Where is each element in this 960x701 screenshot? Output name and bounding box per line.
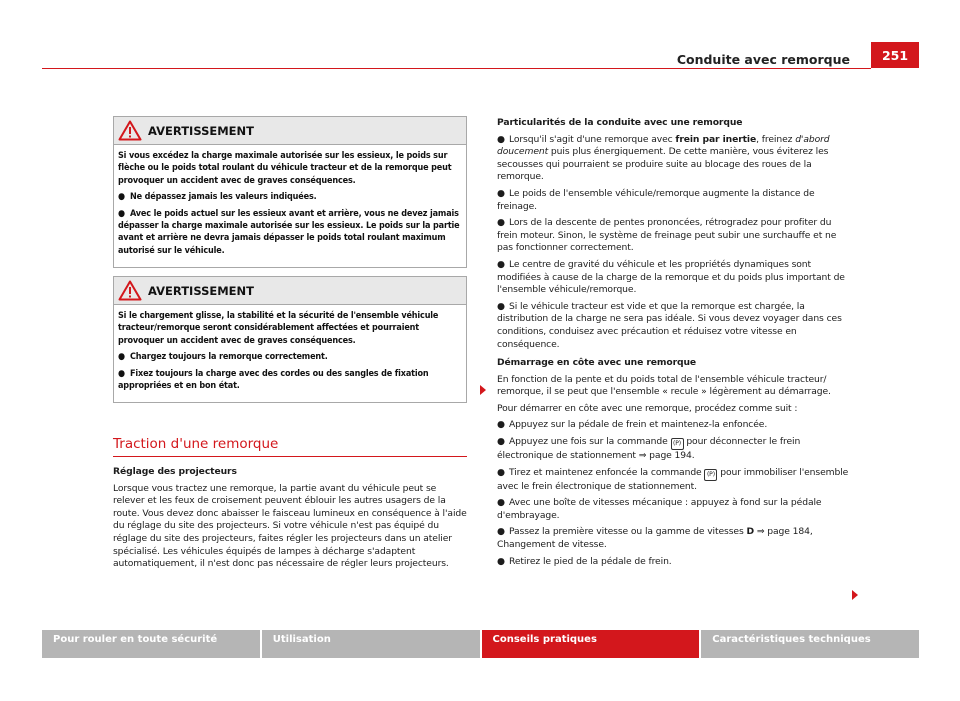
section-title: Traction d'une remorque — [113, 436, 279, 452]
warning-intro: Si le chargement glisse, la stabilité et la sécurité de l'ensemble véhicule tracteur/remorque seront considérablement affectées et pourraient provoquer un accident avec de graves conséquences. — [118, 311, 439, 346]
bullet-item: ● Lors de la descente de pentes prononcées, rétrogradez pour profiter du frein moteur. Sinon, le système de freinage peut subir une surchauffe et ne pas fonctionner correctement. — [497, 217, 837, 254]
warning-triangle-icon — [118, 280, 142, 301]
parking-brake-key-icon: (P) — [704, 469, 717, 481]
warning-bullet: ● Chargez toujours la remorque correctement. — [118, 352, 328, 363]
end-marker-icon — [480, 385, 486, 395]
warning-title: AVERTISSEMENT — [148, 283, 255, 298]
page-header-title: Conduite avec remorque — [676, 52, 850, 67]
paragraph: Pour démarrer en côte avec une remorque, procédez comme suit : — [497, 402, 798, 414]
parking-brake-key-icon: (P) — [671, 438, 684, 450]
right-column — [497, 117, 853, 572]
warning-body — [114, 305, 466, 402]
warning-triangle-icon — [118, 120, 142, 141]
step-item: ● Appuyez sur la pédale de frein et maintenez-la enfoncée. — [497, 419, 768, 431]
step-item: ● Appuyez une fois sur la commande (P) pour déconnecter le frein électronique de stationnement ⇒ page 194. — [497, 436, 801, 462]
warning-bullet: ● Fixez toujours la charge avec des cordes ou des sangles de fixation appropriées et en bon état. — [118, 368, 429, 392]
warning-bullet: ● Ne dépassez jamais les valeurs indiquées. — [118, 192, 317, 203]
bullet-item: ● Si le véhicule tracteur est vide et que la remorque est chargée, la distribution de la charge ne sera pas idéale. Si vous devez voyager dans ces conditions, conduisez avec précaution et réduisez votre vitesse en conséquence. — [497, 300, 842, 350]
bullet-item: ● Le centre de gravité du véhicule et les propriétés dynamiques sont modifiées à cause de la charge de la remorque et du poids plus important de l'ensemble véhicule/remorque. — [497, 258, 845, 296]
step-item: ● Passez la première vitesse ou la gamme de vitesses D ⇒ page 184, Changement de vitesse. — [497, 526, 813, 551]
sub-heading: Réglage des projecteurs — [113, 466, 237, 477]
sub-heading: Démarrage en côte avec une remorque — [497, 357, 697, 369]
footer-tab-tips[interactable]: Conseils pratiques — [482, 630, 700, 658]
footer-tab-usage[interactable]: Utilisation — [262, 630, 480, 658]
warning-box-1 — [113, 116, 467, 268]
warning-body — [114, 145, 466, 267]
warning-bullet: ● Avec le poids actuel sur les essieux avant et arrière, vous ne devez jamais dépasser la charge maximale autorisée sur les essieux. Le poids sur la partie avant et arrière ne devra jamais dépasser le poids total roulant maximum autorisé sur le véhicule. — [118, 208, 460, 256]
step-item: ● Tirez et maintenez enfoncée la commande (P) pour immobiliser l'ensemble avec le frein électronique de stationnement. — [497, 466, 849, 492]
continued-arrow-icon — [852, 590, 858, 600]
warning-header — [114, 117, 466, 145]
step-item: ● Avec une boîte de vitesses mécanique : appuyez à fond sur la pédale d'embrayage. — [497, 497, 822, 521]
bullet-item: ● Lorsqu'il s'agit d'une remorque avec frein par inertie, freinez d'abord doucement puis plus énergiquement. De cette manière, vous éviterez les secousses qui pourraient se produire suite au blocage des roues de la remorque. — [497, 133, 830, 183]
warning-title: AVERTISSEMENT — [148, 123, 255, 138]
section-divider — [113, 456, 467, 457]
warning-header — [114, 277, 466, 305]
footer-tab-safety[interactable]: Pour rouler en toute sécurité — [42, 630, 260, 658]
sub-heading: Particularités de la conduite avec une remorque — [497, 117, 743, 128]
footer-nav — [42, 630, 919, 658]
header-divider — [42, 68, 871, 69]
warning-intro: Si vous excédez la charge maximale autorisée sur les essieux, le poids sur flèche ou le poids total roulant du véhicule tracteur et de la remorque peut provoquer un accident avec de graves conséquences. — [118, 151, 452, 186]
paragraph: Lorsque vous tractez une remorque, la partie avant du véhicule peut se relever et les feux de croisement peuvent éblouir les autres usagers de la route. Vous devez donc abaisser le faisceau lumineux en conséquence à l'aide du réglage du site des projecteurs. Si votre véhicule n'est pas équipé du réglage du site des projecteurs, faites régler les projecteurs dans un atelier spécialisé. Les véhicules équipés de lampes à décharge s'adaptent automatiquement, il n'est donc pas nécessaire de régler leurs projecteurs. — [113, 482, 467, 570]
paragraph: En fonction de la pente et du poids total de l'ensemble véhicule tracteur/ remorque, il se peut que l'ensemble « recule » légèrement au démarrage. — [497, 373, 831, 398]
section-body — [113, 466, 467, 575]
bullet-item: ● Le poids de l'ensemble véhicule/remorque augmente la distance de freinage. — [497, 187, 815, 212]
warning-box-2 — [113, 276, 467, 403]
step-item: ● Retirez le pied de la pédale de frein. — [497, 555, 672, 567]
page-number: 251 — [871, 42, 919, 68]
footer-tab-specs[interactable]: Caractéristiques techniques — [701, 630, 919, 658]
